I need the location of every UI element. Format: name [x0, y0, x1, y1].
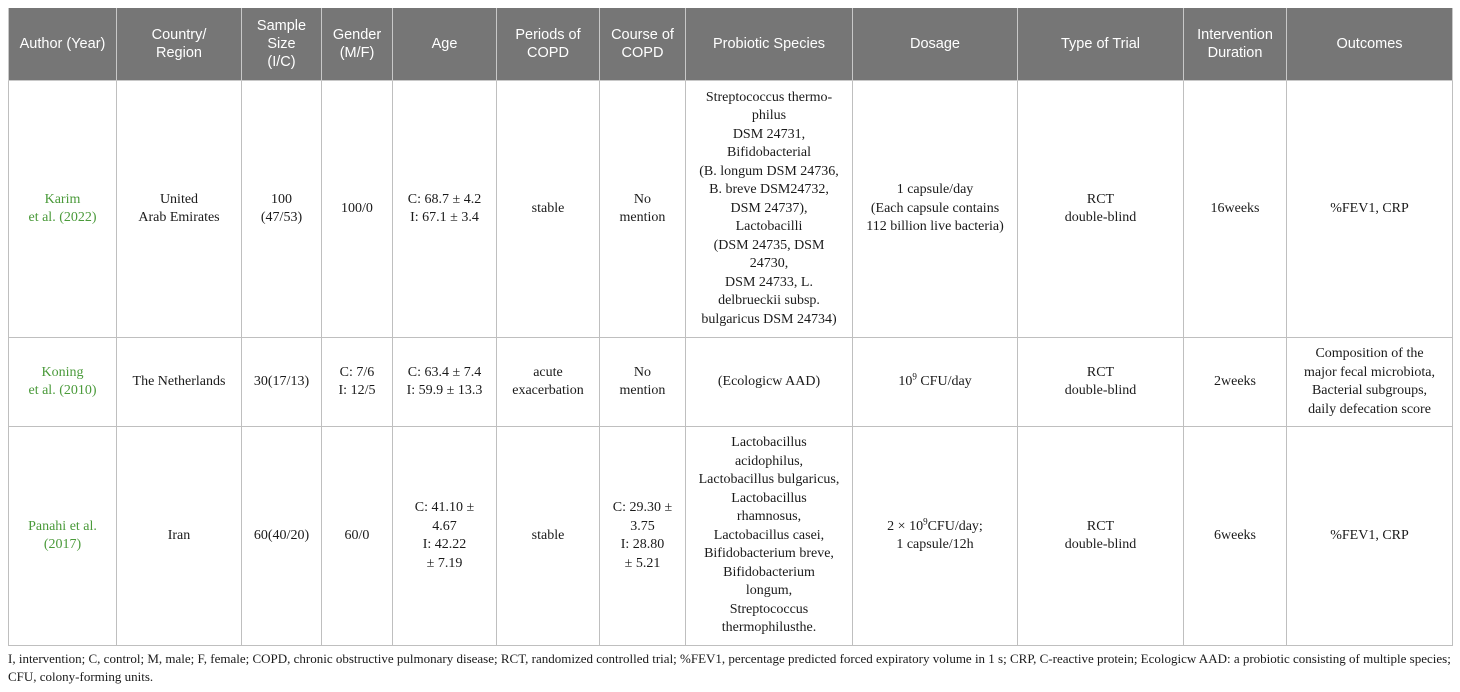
cell-period: stable	[497, 427, 600, 646]
header-course: Course of COPD	[600, 8, 686, 81]
cell-trial: RCT double-blind	[1018, 427, 1184, 646]
cell-author[interactable]	[9, 81, 117, 338]
header-sample-size: Sample Size (I/C)	[242, 8, 322, 81]
header-trial-type: Type of Trial	[1018, 8, 1184, 81]
cell-gender: 60/0	[322, 427, 393, 646]
header-dosage: Dosage	[853, 8, 1018, 81]
header-periods: Periods of COPD	[497, 8, 600, 81]
header-country: Country/ Region	[117, 8, 242, 81]
cell-country: The Netherlands	[117, 338, 242, 427]
table-header	[9, 8, 1453, 81]
cell-outcomes: %FEV1, CRP	[1287, 427, 1453, 646]
table-footnote: I, intervention; C, control; M, male; F, female; COPD, chronic obstructive pulmonary disease; RCT, randomized controlled trial; %FEV1, percentage predicted forced expiratory volume in 1 s; CRP, C-reactive protein; Ecologicw AAD: a probiotic consisting of multiple species; CFU, colony-forming units.	[8, 651, 1451, 684]
table-body	[9, 81, 1453, 646]
cell-country: United Arab Emirates	[117, 81, 242, 338]
studies-table-container	[8, 8, 1452, 646]
cell-duration: 2weeks	[1184, 338, 1287, 427]
cell-age: C: 68.7 ± 4.2 I: 67.1 ± 3.4	[393, 81, 497, 338]
cell-species: Lactobacillus acidophilus, Lactobacillus bulgaricus, Lactobacillus rhamnosus, Lactobacillus casei, Bifidobacterium breve, Bifidobacterium longum, Streptococcus thermophilusthe.	[686, 427, 853, 646]
cell-sample: 100 (47/53)	[242, 81, 322, 338]
cell-period: acute exacerbation	[497, 338, 600, 427]
cell-species: Streptococcus thermo- philus DSM 24731, Bifidobacterial (B. longum DSM 24736, B. breve DSM24732, DSM 24737), Lactobacilli (DSM 24735, DSM 24730, DSM 24733, L. delbrueckii subsp. bulgaricus DSM 24734)	[686, 81, 853, 338]
cell-dosage: $2 \times 10^9CFU$/day; 1 capsule/12h	[853, 427, 1018, 646]
author-link-panahi[interactable]: Panahi et al. (2017)	[28, 518, 97, 552]
cell-country: Iran	[117, 427, 242, 646]
cell-course: No mention	[600, 81, 686, 338]
cell-species: (Ecologicw AAD)	[686, 338, 853, 427]
cell-duration: 16weeks	[1184, 81, 1287, 338]
table-row	[9, 427, 1453, 646]
cell-duration: 6weeks	[1184, 427, 1287, 646]
table-row	[9, 338, 1453, 427]
cell-outcomes: Composition of the major fecal microbiota, Bacterial subgroups, daily defecation score	[1287, 338, 1453, 427]
cell-gender: 100/0	[322, 81, 393, 338]
cell-dosage: $10^9$ CFU/day	[853, 338, 1018, 427]
cell-course: No mention	[600, 338, 686, 427]
header-gender: Gender (M/F)	[322, 8, 393, 81]
header-outcomes: Outcomes	[1287, 8, 1453, 81]
author-link-karim[interactable]: Karim et al. (2022)	[28, 191, 97, 225]
cell-sample: 60(40/20)	[242, 427, 322, 646]
table-row	[9, 81, 1453, 338]
header-age: Age	[393, 8, 497, 81]
header-row	[9, 8, 1453, 81]
cell-gender: C: 7/6 I: 12/5	[322, 338, 393, 427]
cell-dosage: 1 capsule/day (Each capsule contains 112 billion live bacteria)	[853, 81, 1018, 338]
cell-course: C: 29.30 ± 3.75 I: 28.80 ± 5.21	[600, 427, 686, 646]
cell-author[interactable]	[9, 427, 117, 646]
cell-sample: 30(17/13)	[242, 338, 322, 427]
header-probiotic-species: Probiotic Species	[686, 8, 853, 81]
header-author: Author (Year)	[9, 8, 117, 81]
cell-author[interactable]	[9, 338, 117, 427]
studies-table	[8, 8, 1453, 646]
cell-age: C: 63.4 ± 7.4 I: 59.9 ± 13.3	[393, 338, 497, 427]
cell-age: C: 41.10 ± 4.67 I: 42.22 ± 7.19	[393, 427, 497, 646]
cell-period: stable	[497, 81, 600, 338]
header-duration: Intervention Duration	[1184, 8, 1287, 81]
cell-trial: RCT double-blind	[1018, 338, 1184, 427]
cell-trial: RCT double-blind	[1018, 81, 1184, 338]
cell-outcomes: %FEV1, CRP	[1287, 81, 1453, 338]
author-link-koning[interactable]: Koning et al. (2010)	[28, 364, 97, 398]
